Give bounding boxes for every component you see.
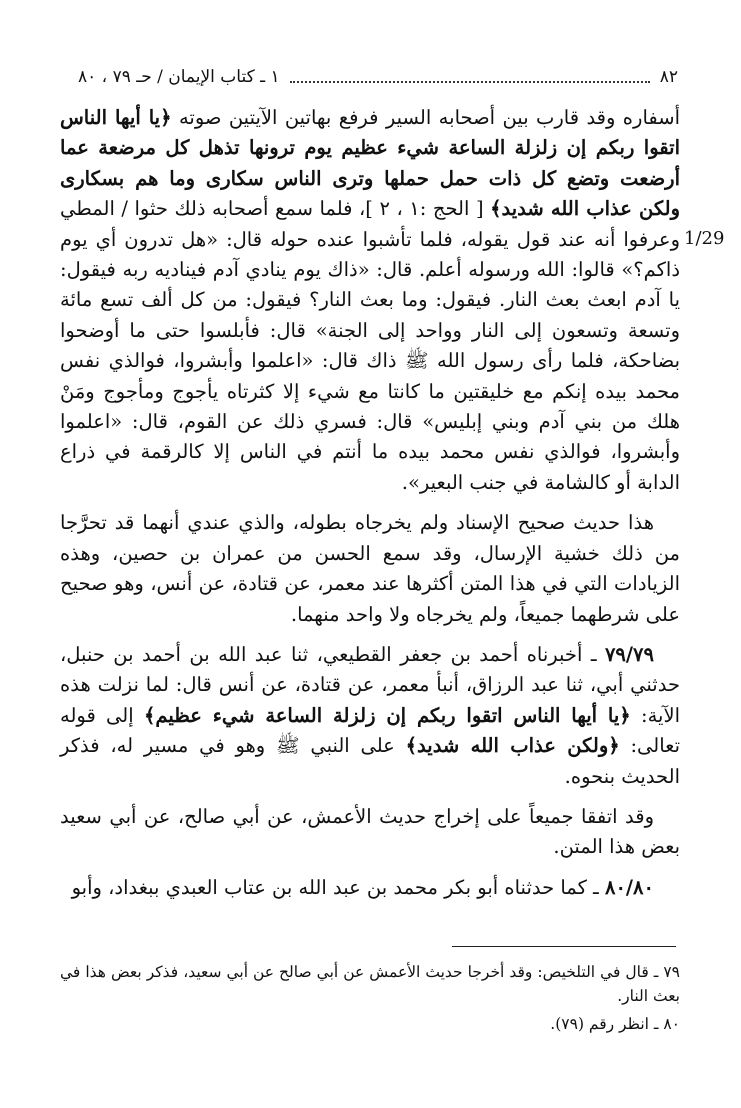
- hadith-number: ٧٩/٧٩: [604, 642, 654, 666]
- paragraph-hadith-text: [60, 103, 680, 498]
- footnote-80: ٨٠ ـ انظر رقم (٧٩).: [550, 1015, 680, 1033]
- footnote-separator: [452, 946, 676, 947]
- margin-reference: 1/29: [684, 228, 725, 249]
- page-number: ٨٢: [659, 67, 678, 87]
- quran-verse: ﴿ولكن عذاب الله شديد﴾: [405, 734, 620, 758]
- text-segment: ـ أخبرناه أحمد بن جعفر القطيعي، ثنا عبد الله بن أحمد بن حنبل، حدثني أبي، ثنا عبد الرزاق، أنبأ معمر، عن قتادة، عن أنس قال: لما نزلت هذه الآية:: [60, 642, 681, 727]
- header-title: ١ ـ كتاب الإيمان / حـ ٧٩ ، ٨٠: [78, 67, 280, 87]
- text-segment: أسفاره وقد قارب بين أصحابه السير فرفع بهاتين الآيتين صوته: [178, 106, 681, 129]
- main-text: [60, 103, 680, 913]
- text-segment: [ الحج :١ ، ٢ ]، فلما سمع أصحابه ذلك حثوا / المطي وعرفوا أنه عند قول يقوله، فلما تأشبوا عنده حوله قال: «هل تدرون أي يوم ذاكم؟» قالوا: الله ورسوله أعلم. قال: «ذاك يوم ينادي آدم فيناديه ربه فيقول: يا آدم ابعث بعث النار. فيقول: وما بعث النار؟ فيقول: من كل ألف تسع مائة وتسعة وتسعون إلى النار وواحد إلى الجنة» قال: فأبلسوا حتى ما أوضحوا بضاحكة، فلما رأى رسول الله ﷺ ذاك قال: «اعلموا وأبشروا، فوالذي نفس محمد بيده إنكم مع خليقتين ما كانتا مع شيء إلا كثرتاه يأجوج ومأجوج ومَنْ هلك من بني آدم وبني إبليس» قال: فسري ذلك عن القوم، قال: «اعلموا وأبشروا، فوالذي نفس محمد بيده ما أنتم في الناس إلا كالرقمة في ذراع الدابة أو كالشامة في جنب البعير».: [60, 197, 680, 494]
- quran-verse: ﴿يا أيها الناس اتقوا ربكم إن زلزلة الساعة شيء عظيم﴾: [143, 703, 631, 727]
- header-dot-leader: [290, 71, 650, 83]
- running-header: [78, 64, 678, 90]
- paragraph-agreement: وقد اتفقا جميعاً على إخراج حديث الأعمش، عن أبي صالح، عن أبي سعيد بعض هذا المتن.: [60, 804, 680, 859]
- quran-verse: ﴿يا أيها الناس اتقوا ربكم إن زلزلة الساعة شيء عظيم يوم ترونها تذهل كل مرضعة عما أرضعت وتضع كل ذات حمل حملها وترى الناس سكارى وما هم بسكارى ولكن عذاب الله شديد﴾: [60, 106, 680, 221]
- text-segment: ـ كما حدثناه أبو بكر محمد بن عبد الله بن عتاب العبدي ببغداد، وأبو: [71, 875, 599, 899]
- paragraph-commentary: هذا حديث صحيح الإسناد ولم يخرجاه بطوله، والذي عندي أنهما قد تحرَّجا من ذلك خشية الإرسال، وقد سمع الحسن من عمران بن حصين، وهذه الزيادات التي في هذا المتن أكثرها عند معمر، عن قتادة، عن أنس، وهو صحيح على شرطهما جميعاً، ولم يخرجاه ولا واحد منهما.: [60, 511, 680, 626]
- hadith-number: ٨٠/٨٠: [604, 875, 654, 899]
- paragraph-hadith-80: [60, 873, 680, 903]
- text-segment: على النبي ﷺ وهو في مسير له، فذكر الحديث بنحوه.: [60, 734, 680, 788]
- text-segment: إلى قوله تعالى:: [60, 703, 681, 758]
- footnotes: [60, 960, 680, 1040]
- paragraph-hadith-79: [60, 640, 680, 792]
- footnote-79: ٧٩ ـ قال في التلخيص: وقد أخرجا حديث الأعمش عن أبي صالح عن أبي سعيد، فذكر بعض هذا في بعث النار.: [60, 963, 680, 1005]
